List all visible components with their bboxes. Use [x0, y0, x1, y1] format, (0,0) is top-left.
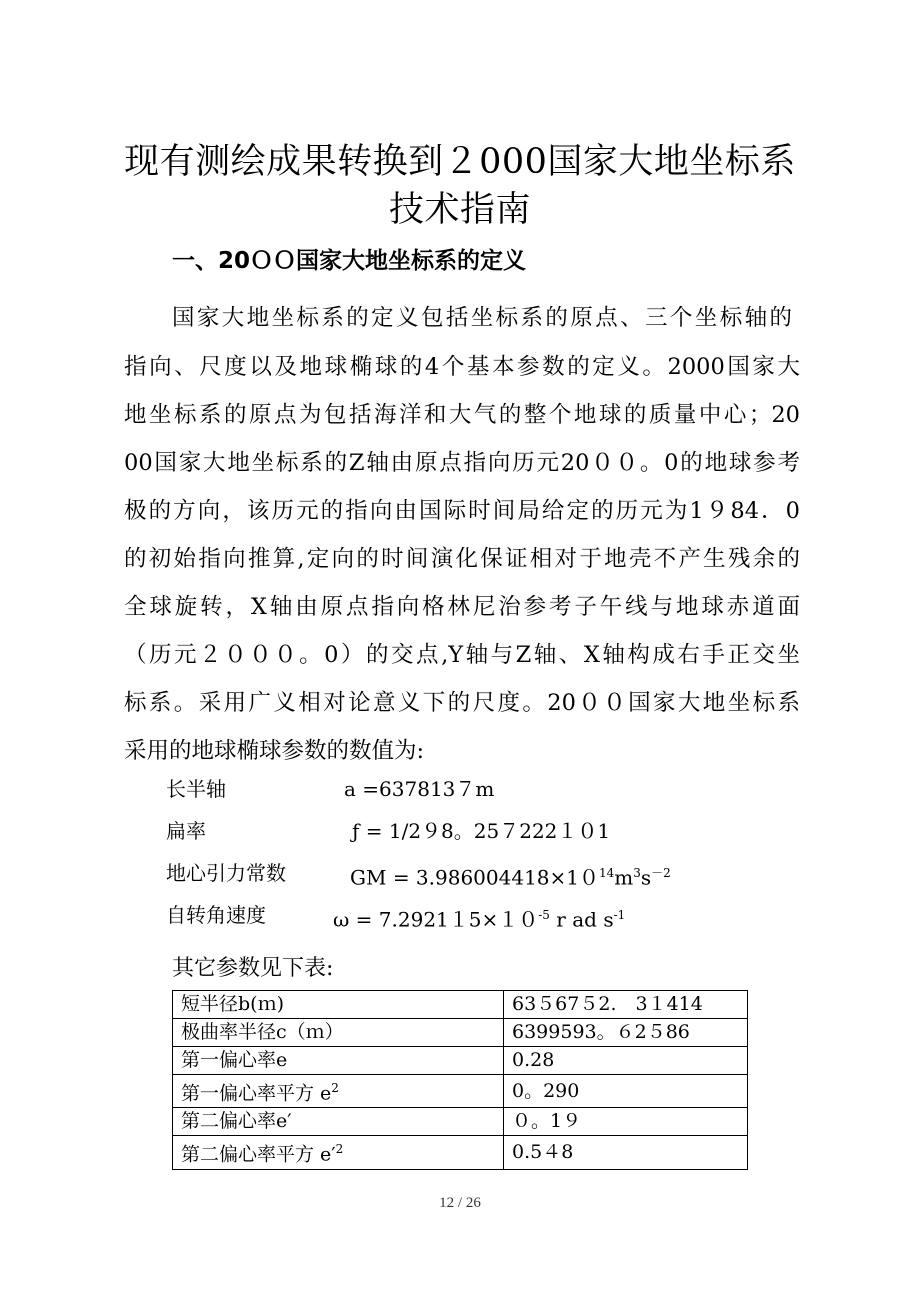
paragraph-line: 的初始指向推算,定向的时间演化保证相对于地壳不产生残余的 — [124, 546, 800, 572]
table-cell-name: 极曲率半径c（ｍ） — [173, 1019, 504, 1047]
parameter-label: 长半轴 — [166, 777, 226, 801]
section-heading: 一、20ＯＯ国家大地坐标系的定义 — [172, 248, 527, 274]
parameter-value: a =637813７m — [344, 777, 495, 801]
table-cell-name: 第二偏心率e′ — [173, 1108, 504, 1136]
table-cell-value: 0.28 — [504, 1047, 748, 1075]
parameter-value-omega: $\omega = 7.292115\times 10^{-5}$ r ad $s^{-1}$ — [333, 907, 626, 932]
parameter-value-gm: GM = $3.986004418\times 10^{14}m^3s^{-2}$ — [350, 865, 671, 890]
table-cell-value: 0。290 — [504, 1075, 748, 1108]
paragraph-line: 地坐标系的原点为包括海洋和大气的整个地球的质量中心；20 — [124, 402, 800, 428]
table-row — [173, 1108, 748, 1136]
title-line-2: 技术指南 — [388, 190, 531, 230]
parameter-value: ƒ = 1/2９8。25７222１０1 — [352, 819, 611, 843]
paragraph-line: 标系。采用广义相对论意义下的尺度。20００国家大地坐标系 — [124, 690, 800, 716]
table-cell-name: 短半径b(ｍ) — [173, 991, 504, 1019]
paragraph-line: 指向、尺度以及地球椭球的4个基本参数的定义。2000国家大 — [124, 354, 800, 380]
table-cell-value: 0.5４8 — [504, 1136, 748, 1169]
table-cell-value: 6399593。６2５86 — [504, 1019, 748, 1047]
parameter-label: 地心引力常数 — [166, 861, 286, 885]
paragraph-line: 极的方向，该历元的指向由国际时间局给定的历元为1９84．0 — [124, 498, 800, 524]
parameter-label: 扁率 — [166, 819, 206, 843]
paragraph-line: （历元２０００。0）的交点,Y轴与Z轴、X轴构成右手正交坐 — [124, 642, 800, 668]
paragraph-line: 采用的地球椭球参数的数值为: — [124, 738, 425, 764]
table-caption: 其它参数见下表: — [172, 956, 334, 981]
table-row — [173, 991, 748, 1019]
paragraph-line: 国家大地坐标系的定义包括坐标系的原点、三个坐标轴的 — [172, 305, 792, 331]
paragraph-line: 00国家大地坐标系的Z轴由原点指向历元20００。0的地球参考 — [124, 450, 800, 476]
title-line-1: 现有测绘成果转换到２000国家大地坐标系 — [124, 142, 796, 182]
table-cell-name: 第二偏心率平方 $e'^2$ — [173, 1136, 504, 1169]
parameter-label: 自转角速度 — [166, 903, 266, 927]
page-number: 12 / 26 — [439, 1195, 481, 1211]
table-row — [173, 1047, 748, 1075]
table-cell-value: 63５67５2. 3１414 — [504, 991, 748, 1019]
table-cell-name: 第一偏心率e — [173, 1047, 504, 1075]
table-row — [173, 1019, 748, 1047]
paragraph-line: 全球旋转，X轴由原点指向格林尼治参考子午线与地球赤道面 — [124, 594, 800, 620]
table-row — [173, 1136, 748, 1169]
parameters-table — [172, 990, 748, 1170]
table-cell-name: 第一偏心率平方 $e^2$ — [173, 1075, 504, 1108]
table-cell-value: ０。1９ — [504, 1108, 748, 1136]
table-row — [173, 1075, 748, 1108]
